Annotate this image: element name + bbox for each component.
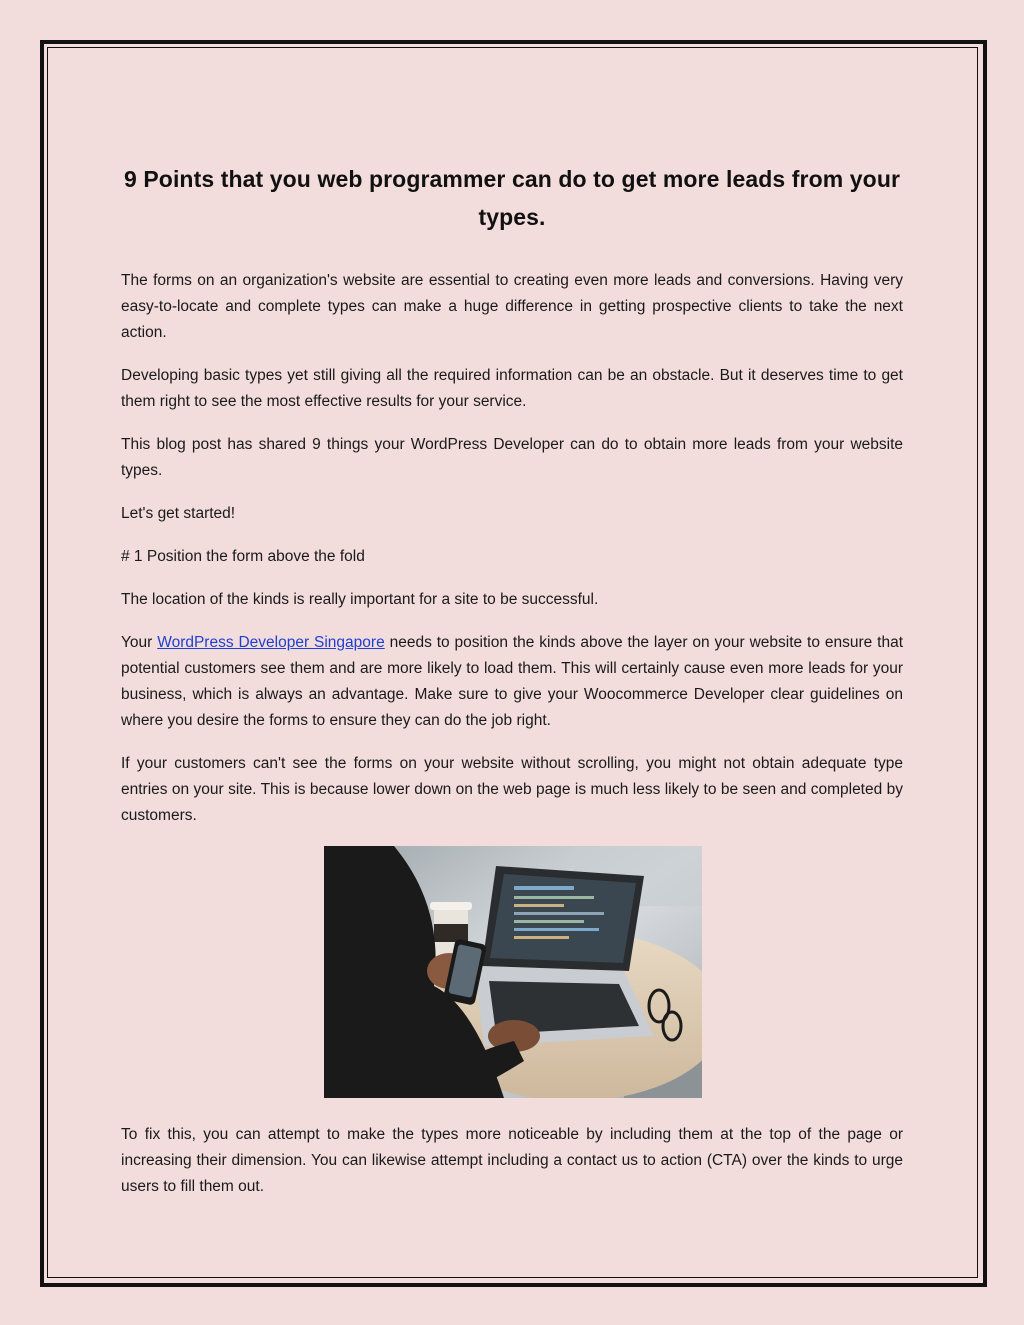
article-content xyxy=(121,160,903,1217)
paragraph-developer-singapore xyxy=(121,630,903,734)
laptop-phone-photo xyxy=(324,846,702,1098)
article-title: 9 Points that you web programmer can do to get more leads from your types. xyxy=(123,166,901,230)
paragraph-scrolling: If your customers can't see the forms on your website without scrolling, you might not obtain adequate type entries on your site. This is because lower down on the web page is much less likely to be seen and completed by customers. xyxy=(121,755,903,824)
paragraph-fix-this: To fix this, you can attempt to make the types more noticeable by including them at the top of the page or increasing their dimension. You can likewise attempt including a contact us to action (CTA) over the kinds to urge users to fill them out. xyxy=(121,1126,903,1195)
section-heading-position-form: # 1 Position the form above the fold xyxy=(121,548,365,565)
paragraph-blog-summary: This blog post has shared 9 things your WordPress Developer can do to obtain more leads from your website types. xyxy=(121,436,903,479)
wordpress-developer-singapore-link[interactable]: WordPress Developer Singapore xyxy=(157,634,385,651)
text-span: Your xyxy=(121,634,158,651)
paragraph-basic-types: Developing basic types yet still giving all the required information can be an obstacle. But it deserves time to get them right to see the most effective results for your service. xyxy=(121,367,903,410)
text-span: needs to position the kinds above the layer on your website to ensure that potential customers see them and are more likely to load them. This will certainly cause even more leads for your business, which is always an advantage. Make sure to give your Woocommerce Developer clear guidelines on where you desire the forms to ensure they can do the job right. xyxy=(121,634,903,729)
photo-illustration xyxy=(324,846,702,1098)
paragraph-location: The location of the kinds is really important for a site to be successful. xyxy=(121,591,599,608)
paragraph-get-started: Let's get started! xyxy=(121,505,236,522)
paragraph-intro: The forms on an organization's website are essential to creating even more leads and conversions. Having very easy-to-locate and complete types can make a huge difference in getting prospective clients to take the next action. xyxy=(121,272,903,341)
